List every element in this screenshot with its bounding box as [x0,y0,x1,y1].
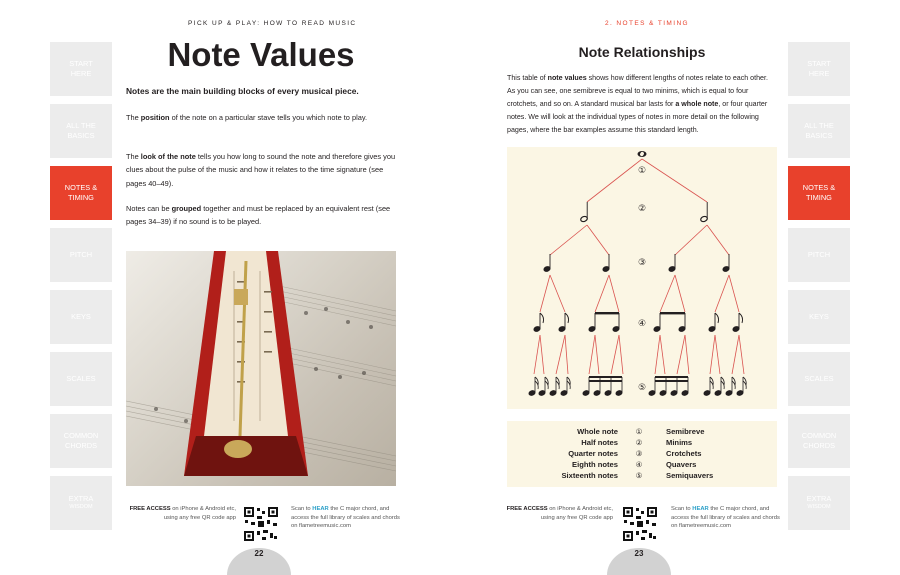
beamed-eighths-icon [653,312,686,332]
legend-name: Sixteenth notes [561,471,618,480]
level-number: ② [637,204,647,214]
quarter-notes-row [543,254,730,272]
note-legend [507,421,777,487]
tab-extra-wisdom[interactable]: EXTRA WISDOM [788,476,850,530]
metronome-illustration [126,251,396,486]
paragraph-position: The position of the note on a particular stave tells you which note to play. [126,113,368,122]
legend-value: Crotchets [666,449,702,458]
page-number-right: 23 [607,548,671,575]
tab-notes-timing[interactable]: NOTES & TIMING [50,166,112,220]
section-tabs-right [788,42,850,538]
section-tabs-left [50,42,112,538]
tab-common-chords[interactable]: COMMON CHORDS [50,414,112,468]
running-head-left: PICK UP & PLAY: HOW TO READ MUSIC [188,20,357,27]
legend-value: Semiquavers [666,471,714,480]
eighth-note-icon [558,313,568,332]
beamed-sixteenths-icon [648,376,689,396]
paragraph-look-of-note: The look of the note tells you how long to sound the note and therefore gives you clues about the pulse of the music and how it relates to the time signature (see pages 40–49). [126,152,396,188]
legend-name: Eighth notes [572,460,618,469]
quarter-note-icon [668,254,676,272]
beamed-sixteenths-icon [582,376,623,396]
legend-number: ② [635,438,643,447]
tab-scales[interactable]: SCALES [788,352,850,406]
legend-name: Half notes [581,438,618,447]
quarter-note-icon [602,254,610,272]
whole-note-icon [638,151,647,157]
note-tree-diagram [507,147,777,409]
half-note-icon [700,202,708,222]
tab-all-the-basics[interactable]: ALL THE BASICS [788,104,850,158]
legend-number: ① [635,427,643,436]
sixteenth-note-icon [528,377,570,396]
quarter-note-icon [543,254,551,272]
qr-code[interactable] [243,506,279,542]
tab-keys[interactable]: KEYS [50,290,112,344]
eighth-note-icon [708,313,718,332]
scan-note: Scan to HEAR the C major chord, and access the full library of scales and chords on flametreemusic.com [291,506,400,530]
tab-keys[interactable]: KEYS [788,290,850,344]
level-number: ① [637,166,647,176]
legend-name: Whole note [577,427,618,436]
quarter-note-icon [722,254,730,272]
metronome-photo [126,251,396,486]
intro-text: Notes are the main building blocks of every musical piece. [126,86,359,96]
level-number: ④ [637,319,647,329]
tab-notes-timing[interactable]: NOTES & TIMING [788,166,850,220]
note-tree-svg [507,147,777,409]
page-title: Note Values [167,36,355,73]
legend-number: ③ [635,449,643,458]
tab-common-chords[interactable]: COMMON CHORDS [788,414,850,468]
paragraph-grouped: Notes can be grouped together and must be replaced by an equivalent rest (see pages 34–39) if no sound is to be played. [126,204,391,227]
legend-value: Semibreve [666,427,705,436]
level-number: ⑤ [637,383,647,393]
tab-start-here[interactable]: START HERE [50,42,112,96]
relationships-paragraph: This table of note values shows how different lengths of notes relate to each other. As you can see, one semibreve is equal to two minims, which is equal to four crotchets, and so on. A standard musical bar lasts for a whole note, or four quarter notes. We will look at the individual types of notes in more detail on the following pages, where the bar examples assume this standard length. [507,74,768,135]
free-access-note: FREE ACCESS on iPhone & Android etc, using any free QR code app [506,506,613,521]
legend-number: ④ [635,460,643,469]
level-number: ③ [637,258,647,268]
tab-pitch[interactable]: PITCH [788,228,850,282]
legend-number: ⑤ [635,471,643,480]
qr-code[interactable] [622,506,658,542]
running-head-right: 2. NOTES & TIMING [605,20,689,27]
section-title: Note Relationships [578,44,706,60]
eighth-note-icon [732,313,742,332]
tab-all-the-basics[interactable]: ALL THE BASICS [50,104,112,158]
legend-value: Quavers [666,460,697,469]
tab-start-here[interactable]: START HERE [788,42,850,96]
page-number-left: 22 [227,548,291,575]
tab-extra-wisdom[interactable]: EXTRA WISDOM [50,476,112,530]
scan-note: Scan to HEAR the C major chord, and access the full library of scales and chords on flametreemusic.com [671,506,780,530]
sixteenth-note-icon [703,377,746,396]
tab-pitch[interactable]: PITCH [50,228,112,282]
eighth-note-icon [533,313,543,332]
tab-scales[interactable]: SCALES [50,352,112,406]
free-access-note: FREE ACCESS on iPhone & Android etc, using any free QR code app [129,506,236,521]
legend-value: Minims [666,438,693,447]
half-note-icon [580,202,588,222]
legend-name: Quarter notes [568,449,618,458]
beamed-eighths-icon [588,312,620,332]
